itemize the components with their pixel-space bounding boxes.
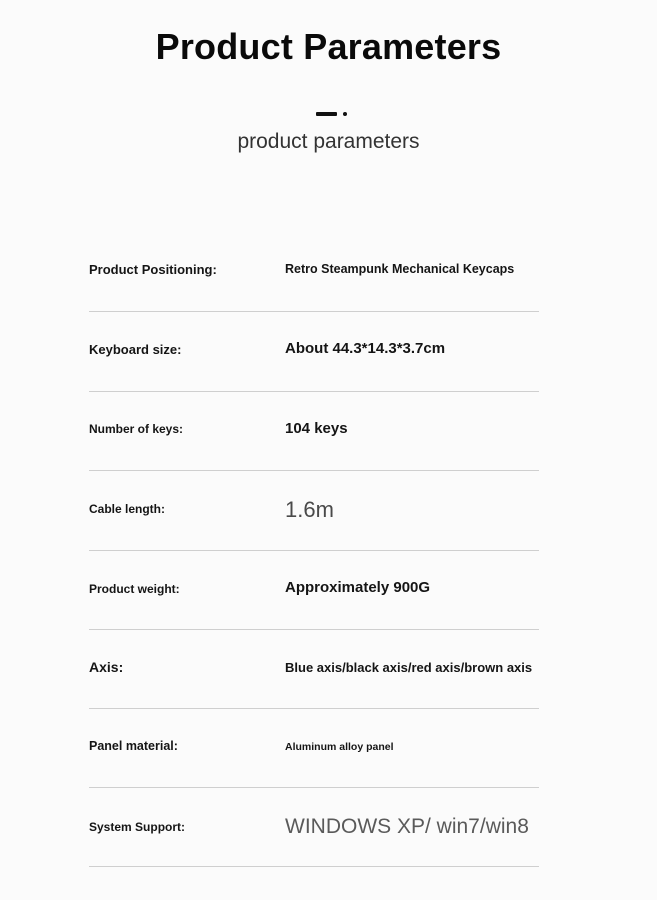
param-value: About 44.3*14.3*3.7cm xyxy=(285,340,446,357)
param-label: Axis: xyxy=(89,659,124,675)
param-row-number-of-keys xyxy=(89,391,549,471)
param-value: 1.6m xyxy=(285,497,334,522)
param-label: System Support: xyxy=(89,820,186,834)
param-row-system-support xyxy=(89,787,549,867)
param-row-axis xyxy=(89,629,549,709)
param-row-cable-length xyxy=(89,470,549,550)
param-label: Number of keys: xyxy=(89,422,184,436)
param-label: Product weight: xyxy=(89,582,180,596)
divider-dot xyxy=(343,112,347,116)
row-divider xyxy=(89,866,539,867)
param-row-keyboard-size xyxy=(89,311,549,391)
param-value: Retro Steampunk Mechanical Keycaps xyxy=(285,262,515,276)
param-row-positioning xyxy=(89,230,549,310)
param-value: WINDOWS XP/ win7/win8 xyxy=(285,815,529,838)
param-value: Blue axis/black axis/red axis/brown axis xyxy=(285,660,533,675)
param-label: Panel material: xyxy=(89,739,178,753)
page-subtitle: product parameters xyxy=(237,130,420,153)
param-label: Keyboard size: xyxy=(89,342,182,357)
param-row-panel-material xyxy=(89,708,549,788)
param-value: Aluminum alloy panel xyxy=(285,741,394,753)
divider-dash xyxy=(316,112,337,116)
title-divider-mark xyxy=(316,110,356,118)
param-value: 104 keys xyxy=(285,420,348,437)
param-label: Product Positioning: xyxy=(89,262,217,277)
page-title: Product Parameters xyxy=(155,26,502,67)
param-value: Approximately 900G xyxy=(285,579,431,596)
param-row-weight xyxy=(89,550,549,630)
param-label: Cable length: xyxy=(89,502,166,516)
